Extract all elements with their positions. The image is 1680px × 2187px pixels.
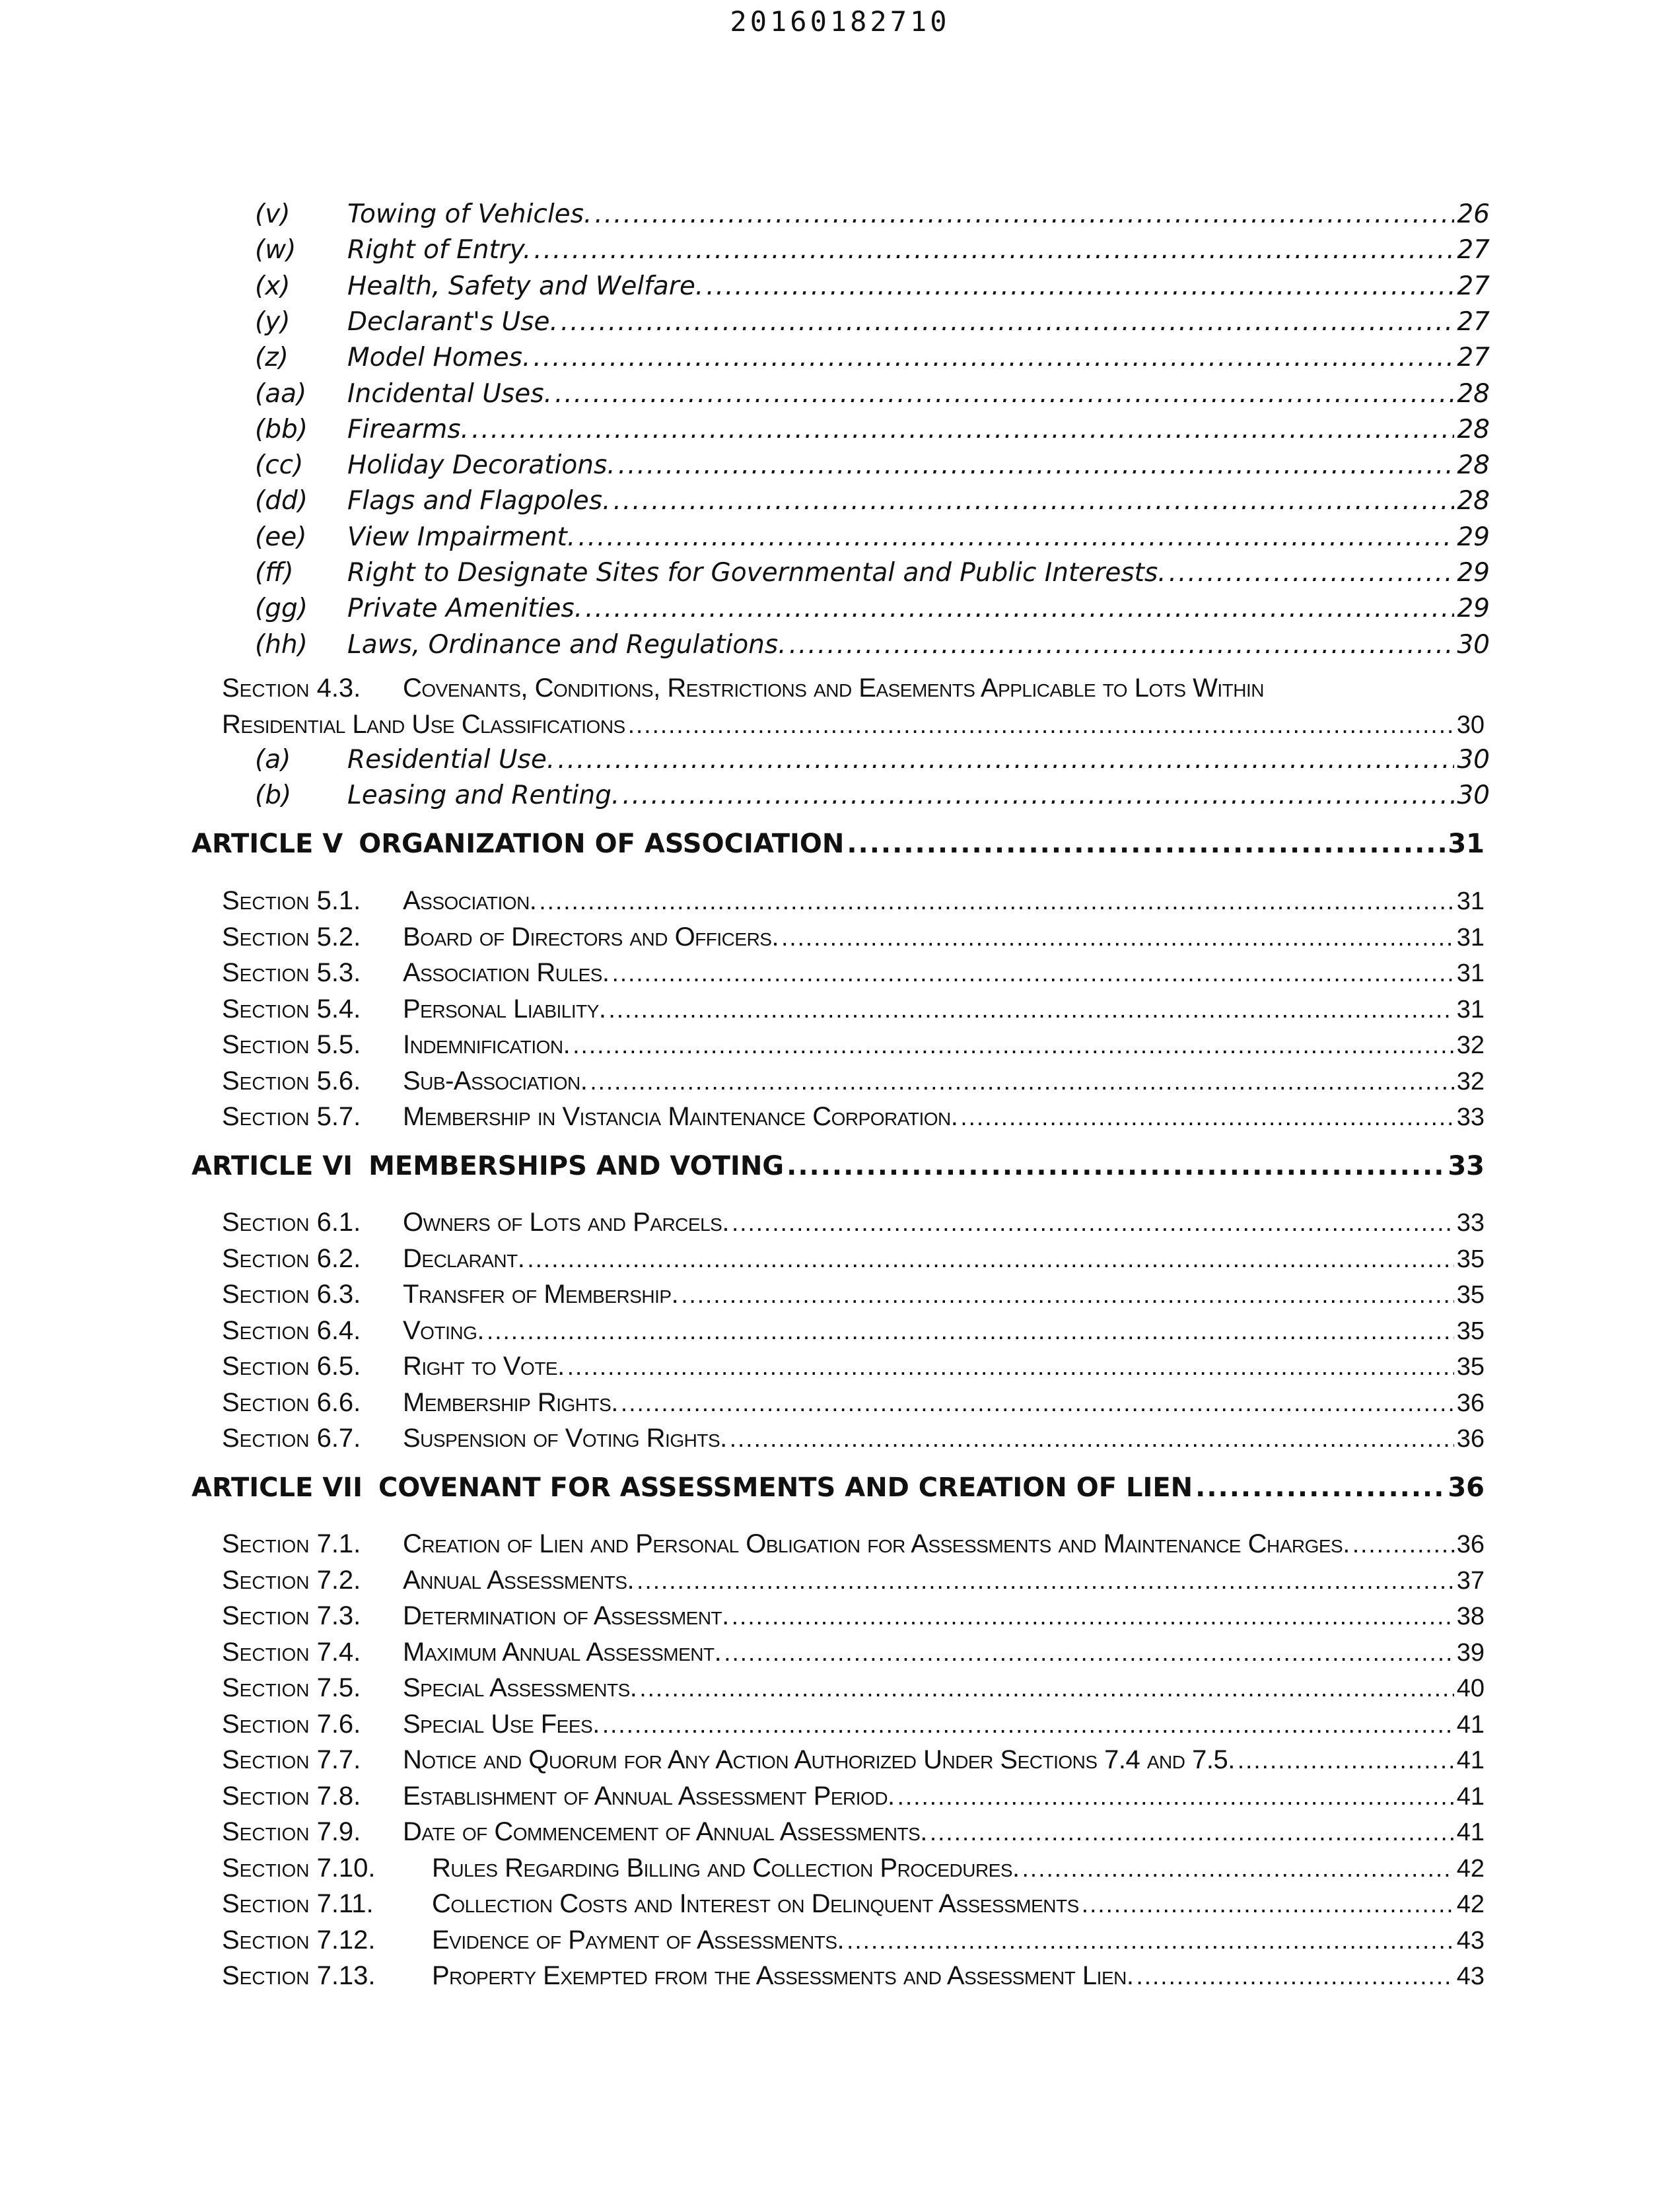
- toc-entry-title: Special Use Fees.: [403, 1709, 600, 1739]
- toc-entry-s5-3: [222, 994, 1485, 1030]
- toc-section-4-3-line1: [222, 674, 1485, 709]
- toc-page-number: 31: [1448, 829, 1485, 859]
- toc-entry-title: Membership in Vistancia Maintenance Corporation.: [403, 1102, 958, 1131]
- toc-entry-title: Leasing and Renting.: [347, 781, 620, 811]
- toc-entry-label: Section 5.7.: [222, 1102, 361, 1131]
- toc-entry-s7-9: [222, 1854, 1485, 1889]
- toc-page-number: 35: [1456, 1281, 1485, 1309]
- toc-entry-sub-9: [255, 522, 1490, 558]
- toc-page-number: 30: [1456, 711, 1485, 739]
- toc-article-vii: [192, 1473, 1485, 1512]
- toc-leader: [557, 745, 1454, 775]
- toc-leader: [527, 1245, 1453, 1273]
- toc-page-number: 38: [1456, 1603, 1485, 1630]
- toc-entry-title: Suspension of Voting Rights.: [403, 1424, 727, 1453]
- toc-entry-label: Section 6.6.: [222, 1387, 361, 1417]
- toc-entry-label: Section 7.2.: [222, 1565, 361, 1595]
- toc-leader: [724, 1639, 1454, 1667]
- toc-page-number: 36: [1448, 1473, 1485, 1503]
- toc-entry-sub-11: [255, 594, 1490, 629]
- toc-page-number: 30: [1457, 629, 1490, 660]
- toc-leader: [612, 959, 1454, 987]
- toc-section-title-continued: Residential Land Use Classifications: [222, 710, 625, 739]
- toc-section-4-3-line2: [222, 710, 1485, 746]
- toc-entry-title: Declarant's Use.: [347, 306, 558, 337]
- toc-entry-s5-2: [222, 958, 1485, 994]
- toc-page-number: 39: [1456, 1638, 1485, 1667]
- toc-page-number: 27: [1457, 306, 1490, 337]
- toc-entry-s7-10: [222, 1889, 1485, 1925]
- toc-leader: [578, 522, 1454, 552]
- toc-entry-title: Right of Entry.: [347, 235, 532, 265]
- toc-page-number: 31: [1456, 959, 1485, 987]
- toc-leader: [1022, 1855, 1454, 1883]
- toc-entry-s7-0: [222, 1529, 1485, 1565]
- toc-entry-title: Board of Directors and Officers.: [403, 922, 779, 952]
- toc-entry-title: Model Homes.: [347, 343, 531, 373]
- toc-entry-title: Notice and Quorum for Any Action Authorized Under Sections 7.4 and 7.5.: [403, 1745, 1235, 1774]
- toc-leader: [789, 630, 1455, 660]
- toc-page-number: 41: [1456, 1710, 1485, 1739]
- toc-entry-label: Section 7.8.: [222, 1781, 361, 1811]
- toc-page-number: 28: [1457, 486, 1490, 516]
- toc-entry-title: Personal Liability.: [403, 994, 606, 1024]
- toc-page-number: 42: [1456, 1854, 1485, 1883]
- toc-leader: [1195, 1473, 1445, 1503]
- toc-leader: [613, 486, 1455, 516]
- toc-page-number: 36: [1456, 1531, 1485, 1558]
- toc-article-title: COVENANT FOR ASSESSMENTS AND CREATION OF LIEN: [378, 1473, 1193, 1503]
- toc-leader: [1136, 1962, 1453, 1990]
- toc-page-number: 33: [1456, 1103, 1485, 1131]
- toc-entry-sub-5: [255, 379, 1490, 415]
- toc-entry-sub-3: [255, 307, 1490, 343]
- toc-leader: [472, 415, 1454, 444]
- toc-entry-sub-8: [255, 486, 1490, 522]
- toc-leader: [555, 379, 1454, 409]
- toc-entry-sub-1: [255, 235, 1490, 271]
- toc-leader: [602, 1711, 1454, 1739]
- toc-entry-title: Date of Commencement of Annual Assessments.: [403, 1817, 927, 1846]
- toc-entry-label: Section 6.2.: [222, 1243, 361, 1273]
- toc-page-number: 35: [1456, 1317, 1485, 1345]
- toc-entry-label: Section 7.4.: [222, 1637, 361, 1667]
- toc-entry-label: Section 7.10.: [222, 1853, 376, 1883]
- toc-article-vi: [192, 1151, 1485, 1191]
- toc-entry-label: Section 5.2.: [222, 922, 361, 952]
- toc-entry-label: Section 5.6.: [222, 1066, 361, 1095]
- toc-entry-title: Firearms.: [347, 414, 469, 444]
- toc-entry-title: View Impairment.: [347, 522, 576, 552]
- toc-entry-label: (bb): [255, 414, 308, 444]
- toc-entry-title: Incidental Uses.: [347, 378, 552, 409]
- toc-entry-s7-6: [222, 1745, 1485, 1781]
- toc-page-number: 28: [1457, 450, 1490, 481]
- toc-entry-label: Section 7.5.: [222, 1673, 361, 1702]
- toc-page-number: 30: [1457, 745, 1490, 775]
- toc-page-number: 31: [1456, 923, 1485, 952]
- toc-entry-sub-0: [255, 199, 1490, 235]
- toc-entry-label: (dd): [255, 486, 308, 516]
- toc-entry-label: Section 5.4.: [222, 994, 361, 1024]
- toc-entry-label: Section 7.1.: [222, 1529, 361, 1558]
- toc-entry-title: Health, Safety and Welfare.: [347, 271, 704, 301]
- toc-page-number: 33: [1448, 1151, 1485, 1181]
- toc-page-number: 28: [1457, 378, 1490, 409]
- toc-entry-title: Laws, Ordinance and Regulations.: [347, 629, 787, 660]
- toc-leader: [1238, 1747, 1454, 1774]
- toc-leader: [681, 1281, 1454, 1309]
- toc-page-number: 30: [1457, 781, 1490, 811]
- toc-entry-s6-3: [222, 1316, 1485, 1352]
- toc-entry-sub-7: [255, 450, 1490, 486]
- toc-article-label: ARTICLE V: [192, 829, 343, 859]
- toc-page-number: 40: [1456, 1675, 1485, 1702]
- toc-entry-s7-12: [222, 1961, 1485, 1997]
- toc-entry-s7-8: [222, 1817, 1485, 1853]
- toc-entry-sub-10: [255, 558, 1490, 594]
- toc-leader: [561, 307, 1455, 337]
- toc-entry-title: Annual Assessments.: [403, 1565, 635, 1595]
- toc-entry-s6-4: [222, 1352, 1485, 1387]
- toc-entry-s7-7: [222, 1782, 1485, 1817]
- toc-entry-label: Section 6.1.: [222, 1208, 361, 1237]
- toc-page-number: 27: [1457, 271, 1490, 301]
- toc-page-number: 35: [1456, 1353, 1485, 1381]
- toc-entry-title: Towing of Vehicles.: [347, 199, 592, 229]
- toc-page-number: 28: [1457, 414, 1490, 444]
- toc-entry-sub-4: [255, 343, 1490, 378]
- toc-entry-title: Association Rules.: [403, 958, 610, 987]
- toc-leader: [960, 1103, 1453, 1131]
- toc-article-title: ORGANIZATION OF ASSOCIATION: [359, 829, 845, 859]
- toc-entry-s7-11: [222, 1926, 1485, 1961]
- toc-entry-s6-1: [222, 1244, 1485, 1280]
- toc-leader: [639, 1675, 1453, 1702]
- toc-entry-title: Residential Use.: [347, 745, 555, 775]
- toc-page-number: 41: [1456, 1782, 1485, 1811]
- toc-entry-s5-4: [222, 1030, 1485, 1066]
- toc-entry-title: Private Amenities.: [347, 594, 583, 624]
- toc-entry-title: Determination of Assessment.: [403, 1601, 729, 1630]
- toc-leader: [637, 1567, 1454, 1595]
- toc-page-number: 41: [1456, 1747, 1485, 1774]
- toc-leader: [781, 924, 1454, 952]
- toc-leader: [609, 996, 1454, 1024]
- toc-page-number: 31: [1456, 995, 1485, 1024]
- toc-entry-label: (ee): [255, 522, 307, 552]
- toc-leader: [930, 1819, 1454, 1846]
- toc-leader: [732, 1209, 1454, 1237]
- toc-leader: [787, 1151, 1445, 1181]
- toc-entry-label: (a): [255, 745, 291, 775]
- recording-number: 20160182710: [730, 5, 950, 38]
- toc-page-number: 29: [1457, 594, 1490, 624]
- toc-entry-s5-1: [222, 922, 1485, 958]
- toc-page-number: 29: [1457, 522, 1490, 552]
- toc-entry-s5-0: [222, 886, 1485, 922]
- toc-entry-s7-1: [222, 1566, 1485, 1601]
- toc-entry-sub-6: [255, 415, 1490, 450]
- toc-entry-s6-6: [222, 1424, 1485, 1459]
- toc-leader: [567, 1353, 1454, 1381]
- toc-entry-title: Flags and Flagpoles.: [347, 486, 611, 516]
- toc-entry-title: Declarant.: [403, 1243, 525, 1273]
- toc-entry-title: Membership Rights.: [403, 1387, 618, 1417]
- toc-entry-title: Evidence of Payment of Assessments.: [432, 1925, 845, 1955]
- toc-entry-label: (gg): [255, 594, 308, 624]
- toc-entry-label: (z): [255, 343, 289, 373]
- toc-entry-s6-5: [222, 1388, 1485, 1424]
- toc-leader: [594, 199, 1454, 229]
- toc-entry-s5-6: [222, 1102, 1485, 1138]
- toc-page-number: 27: [1457, 235, 1490, 265]
- toc-entry-s7-2: [222, 1601, 1485, 1637]
- toc-entry-label: Section 7.6.: [222, 1709, 361, 1739]
- toc-entry-label: Section 7.11.: [222, 1889, 374, 1918]
- toc-leader: [1082, 1891, 1454, 1918]
- toc-page-number: 32: [1456, 1067, 1485, 1095]
- toc-leader: [730, 1425, 1454, 1453]
- toc-entry-title: Transfer of Membership.: [403, 1280, 679, 1309]
- toc-entry-label: Section 6.3.: [222, 1280, 361, 1309]
- toc-entry-label: Section 7.9.: [222, 1817, 361, 1846]
- toc-page-number: 42: [1456, 1891, 1485, 1918]
- toc-entry-label: (y): [255, 306, 291, 337]
- toc-entry-label: (b): [255, 781, 292, 811]
- toc-entry-label: (aa): [255, 378, 307, 409]
- toc-entry-sub-12: [255, 630, 1490, 666]
- toc-leader: [732, 1603, 1454, 1630]
- toc-article-label: ARTICLE VI: [192, 1151, 353, 1181]
- toc-entry-title: Maximum Annual Assessment.: [403, 1637, 722, 1667]
- toc-entry-subb-1: [255, 781, 1490, 816]
- toc-entry-s6-0: [222, 1208, 1485, 1243]
- toc-leader: [539, 887, 1453, 915]
- toc-entry-title: Holiday Decorations.: [347, 450, 615, 481]
- toc-entry-label: Section 6.5.: [222, 1352, 361, 1381]
- toc-entry-label: Section 6.7.: [222, 1424, 361, 1453]
- toc-section-label: Section 4.3.: [222, 674, 361, 703]
- toc-page-number: 33: [1456, 1209, 1485, 1237]
- toc-page-number: 36: [1456, 1425, 1485, 1453]
- toc-entry-label: Section 5.3.: [222, 958, 361, 987]
- toc-leader: [628, 711, 1454, 739]
- toc-entry-label: (v): [255, 199, 291, 229]
- toc-leader: [847, 1927, 1454, 1955]
- toc-entry-label: Section 5.5.: [222, 1030, 361, 1059]
- toc-entry-sub-2: [255, 271, 1490, 307]
- toc-entry-title: Owners of Lots and Parcels.: [403, 1208, 729, 1237]
- toc-leader: [573, 1031, 1453, 1059]
- toc-article-label: ARTICLE VII: [192, 1473, 363, 1503]
- toc-page-number: 41: [1456, 1819, 1485, 1846]
- toc-entry-title: Rules Regarding Billing and Collection Procedures.: [432, 1853, 1020, 1883]
- toc-entry-s7-3: [222, 1638, 1485, 1673]
- toc-entry-title: Sub-Association.: [403, 1066, 588, 1095]
- toc-entry-s5-5: [222, 1066, 1485, 1102]
- toc-page-number: 35: [1456, 1245, 1485, 1273]
- toc-leader: [618, 450, 1455, 480]
- toc-page-number: 27: [1457, 343, 1490, 373]
- toc-leader: [622, 781, 1454, 810]
- toc-entry-s6-2: [222, 1280, 1485, 1315]
- toc-entry-title: Right to Vote.: [403, 1352, 565, 1381]
- toc-entry-s7-4: [222, 1673, 1485, 1709]
- toc-entry-title: Property Exempted from the Assessments and Assessment Lien.: [432, 1961, 1134, 1990]
- toc-entry-label: Section 7.12.: [222, 1925, 376, 1955]
- toc-entry-subb-0: [255, 745, 1490, 781]
- toc-entry-label: (cc): [255, 450, 304, 481]
- toc-leader: [897, 1783, 1454, 1811]
- toc-leader: [1352, 1531, 1454, 1558]
- toc-entry-label: Section 7.3.: [222, 1601, 361, 1630]
- toc-page-number: 43: [1456, 1926, 1485, 1955]
- toc-entry-title: Establishment of Annual Assessment Period.: [403, 1781, 895, 1811]
- toc-page-number: 36: [1456, 1389, 1485, 1417]
- toc-entry-s7-5: [222, 1710, 1485, 1745]
- toc-entry-label: (w): [255, 235, 297, 265]
- toc-page-number: 26: [1457, 199, 1490, 229]
- toc-entry-label: (ff): [255, 558, 294, 588]
- toc-entry-title: Creation of Lien and Personal Obligation for Assessments and Maintenance Charges.: [403, 1529, 1350, 1558]
- toc-entry-title: Collection Costs and Interest on Delinquent Assessments: [432, 1889, 1079, 1918]
- toc-page-number: 37: [1456, 1566, 1485, 1595]
- toc-leader: [847, 829, 1445, 859]
- toc-leader: [1169, 558, 1455, 588]
- toc-entry-label: Section 6.4.: [222, 1315, 361, 1345]
- toc-article-v: [192, 829, 1485, 868]
- toc-entry-label: Section 7.7.: [222, 1745, 361, 1774]
- toc-section-title: Covenants, Conditions, Restrictions and Easements Applicable to Lots Within: [403, 674, 1264, 703]
- toc-entry-title: Indemnification.: [403, 1030, 571, 1059]
- toc-page-number: 31: [1456, 887, 1485, 915]
- toc-leader: [706, 271, 1454, 301]
- toc-entry-label: Section 5.1.: [222, 886, 361, 915]
- toc-entry-title: Association.: [403, 886, 537, 915]
- toc-leader: [533, 343, 1454, 372]
- toc-entry-label: (x): [255, 271, 291, 301]
- toc-leader: [487, 1317, 1454, 1345]
- toc-page-number: 29: [1457, 558, 1490, 588]
- toc-entry-label: (hh): [255, 629, 308, 660]
- toc-leader: [534, 235, 1454, 265]
- toc-page-number: 43: [1456, 1962, 1485, 1990]
- toc-leader: [585, 594, 1454, 623]
- toc-entry-title: Special Assessments.: [403, 1673, 637, 1702]
- toc-article-title: MEMBERSHIPS AND VOTING: [368, 1151, 785, 1181]
- toc-entry-title: Voting.: [403, 1315, 484, 1345]
- toc-entry-label: Section 7.13.: [222, 1961, 376, 1990]
- toc-page-number: 32: [1456, 1031, 1485, 1059]
- toc-leader: [590, 1068, 1453, 1095]
- toc-leader: [621, 1389, 1454, 1417]
- toc-entry-title: Right to Designate Sites for Governmental and Public Interests.: [347, 558, 1166, 588]
